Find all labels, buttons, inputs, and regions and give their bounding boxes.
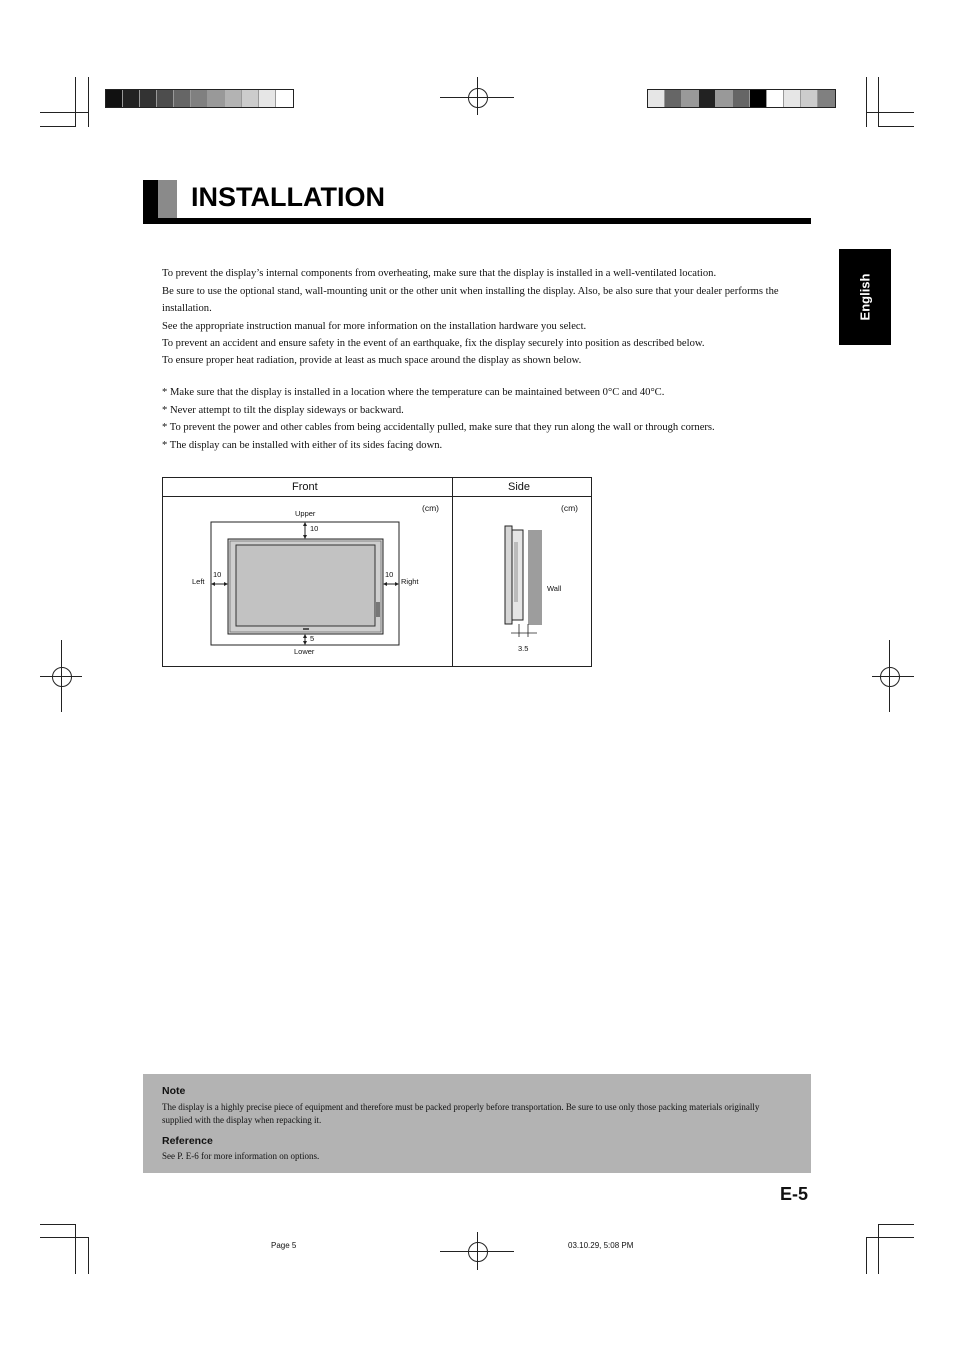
color-swatch <box>208 90 225 107</box>
footer-timestamp: 03.10.29, 5:08 PM <box>568 1241 634 1250</box>
intro-paragraph: To ensure proper heat radiation, provide at least as much space around the display as shown below. <box>162 355 582 366</box>
caution-item: * To prevent the power and other cables from being accidentally pulled, make sure that they run along the wall or through corners. <box>162 422 715 433</box>
clearance-diagram <box>162 477 592 667</box>
upper-clearance: 10 <box>310 524 319 533</box>
footer-page-label: Page 5 <box>271 1241 297 1250</box>
front-unit-label: (cm) <box>422 503 439 513</box>
color-swatch <box>767 90 784 107</box>
color-swatch <box>699 90 716 107</box>
reference-text: See P. E-6 for more information on options. <box>162 1151 320 1161</box>
title-marker-gray <box>158 180 177 218</box>
color-bar-left <box>105 89 294 108</box>
reference-heading: Reference <box>162 1135 213 1147</box>
lower-clearance: 5 <box>310 634 315 643</box>
color-swatch <box>665 90 682 107</box>
upper-label: Upper <box>295 509 316 518</box>
color-swatch <box>140 90 157 107</box>
color-bar-right <box>647 89 836 108</box>
caution-list <box>162 384 802 454</box>
right-clearance: 10 <box>385 570 394 579</box>
title-marker-black <box>143 180 158 218</box>
color-swatch <box>682 90 699 107</box>
color-swatch <box>784 90 801 107</box>
front-header: Front <box>292 481 318 493</box>
color-swatch <box>818 90 835 107</box>
caution-item: * Never attempt to tilt the display sideways or backward. <box>162 404 404 416</box>
depth-clearance: 3.5 <box>518 644 529 653</box>
color-swatch <box>733 90 750 107</box>
page-number: E-5 <box>780 1184 809 1204</box>
language-tab <box>839 249 891 345</box>
color-swatch <box>648 90 665 107</box>
color-swatch <box>276 90 293 107</box>
color-swatch <box>259 90 276 107</box>
color-swatch <box>225 90 242 107</box>
section-title-block <box>143 180 811 224</box>
note-text: The display is a highly precise piece of equipment and therefore must be packed properly before transportation. Be sure to use only those packing materials originally supplied with the display when repacking it. <box>162 1102 760 1125</box>
color-swatch <box>716 90 733 107</box>
right-label: Right <box>401 577 419 586</box>
intro-paragraph: To prevent an accident and ensure safety in the event of an earthquake, fix the display securely into position as described below. <box>162 338 705 349</box>
color-swatch <box>123 90 140 107</box>
lower-label: Lower <box>294 647 315 656</box>
left-clearance: 10 <box>213 570 222 579</box>
language-tab-label: English <box>857 273 873 321</box>
color-swatch <box>750 90 767 107</box>
intro-paragraph: See the appropriate instruction manual for more information on the installation hardware you select. <box>162 321 587 332</box>
side-header: Side <box>508 481 531 493</box>
page-title: INSTALLATION <box>191 182 385 212</box>
caution-item: * The display can be installed with either of its sides facing down. <box>162 439 443 451</box>
note-heading: Note <box>162 1085 186 1097</box>
caution-item: * Make sure that the display is installed in a location where the temperature can be maintained between 0°C and 40°C. <box>162 387 665 398</box>
color-swatch <box>191 90 208 107</box>
color-swatch <box>801 90 818 107</box>
color-swatch <box>174 90 191 107</box>
intro-paragraph: Be sure to use the optional stand, wall-mounting unit or the other unit when installing the display. Also, be also sure that your dealer performs the installation. <box>162 286 779 314</box>
color-swatch <box>242 90 259 107</box>
wall-label: Wall <box>547 584 562 593</box>
color-swatch <box>157 90 174 107</box>
color-swatch <box>106 90 123 107</box>
left-label: Left <box>192 577 205 586</box>
intro-paragraph: To prevent the display’s internal components from overheating, make sure that the display is installed in a well-ventilated location. <box>162 268 717 279</box>
side-unit-label: (cm) <box>561 503 578 513</box>
intro-text <box>162 265 802 369</box>
side-view-drawing <box>453 497 590 665</box>
title-rule <box>143 218 811 224</box>
note-box <box>143 1074 811 1173</box>
